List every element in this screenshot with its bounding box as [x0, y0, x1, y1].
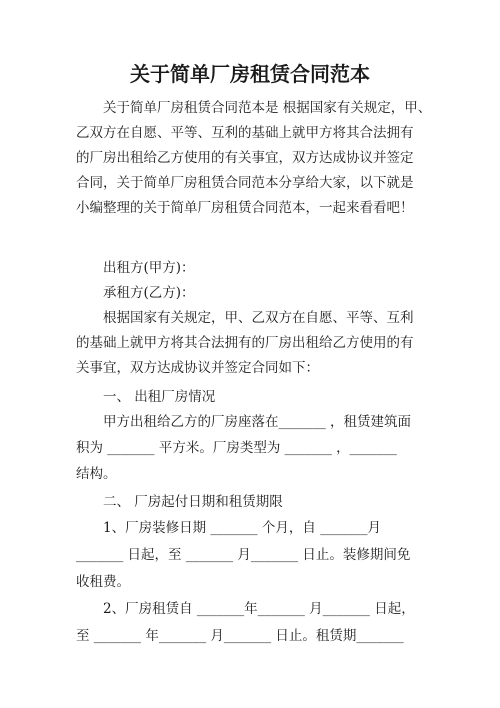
intro-line-1: 关于简单厂房租赁合同范本是 根据国家有关规定，甲、 — [103, 100, 432, 116]
preamble-line-1: 根据国家有关规定，甲、乙双方在自愿、平等、互利 — [103, 310, 414, 326]
section2-item2-line-1: 2、厂房租赁自 _______年_______ 月_______ 日起， — [103, 601, 415, 617]
section2-item1-line-1: 1、厂房装修日期 _______ 个月，自 _______月 — [103, 520, 381, 536]
section1-line-2: 积为 _______ 平方米。厂房类型为 _______ ，_______ — [76, 440, 397, 456]
section1-line-3: 结构。 — [76, 466, 117, 482]
section2-heading: 二、 厂房起付日期和租赁期限 — [103, 494, 283, 510]
intro-line-5: 小编整理的关于简单厂房租赁合同范本，一起来看看吧！ — [76, 200, 414, 216]
lessee-label: 承租方(乙方)： — [103, 285, 195, 301]
preamble-line-3: 关事宜，双方达成协议并签定合同如下： — [76, 360, 319, 376]
section1-line-1: 甲方出租给乙方的厂房座落在_______ ，租赁建筑面 — [103, 414, 412, 430]
document-title: 关于简单厂房租赁合同范本 — [130, 62, 370, 86]
section1-heading: 一、 出租厂房情况 — [103, 389, 216, 405]
section2-item2-line-2: 至 _______ 年_______ 月_______ 日止。租赁期_______ — [76, 628, 404, 644]
intro-line-2: 乙双方在自愿、平等、互利的基础上就甲方将其合法拥有 — [76, 125, 414, 141]
preamble-line-2: 的基础上就甲方将其合法拥有的厂房出租给乙方使用的有 — [76, 335, 414, 351]
intro-line-4: 合同，关于简单厂房租赁合同范本分享给大家，以下就是 — [76, 175, 414, 191]
intro-line-3: 的厂房出租给乙方使用的有关事宜，双方达成协议并签定 — [76, 150, 414, 166]
section2-item1-line-3: 收租费。 — [76, 574, 130, 590]
lessor-label: 出租方(甲方)： — [103, 260, 195, 276]
section2-item1-line-2: _______ 日起，至 _______ 月_______ 日止。装修期间免 — [76, 547, 411, 563]
